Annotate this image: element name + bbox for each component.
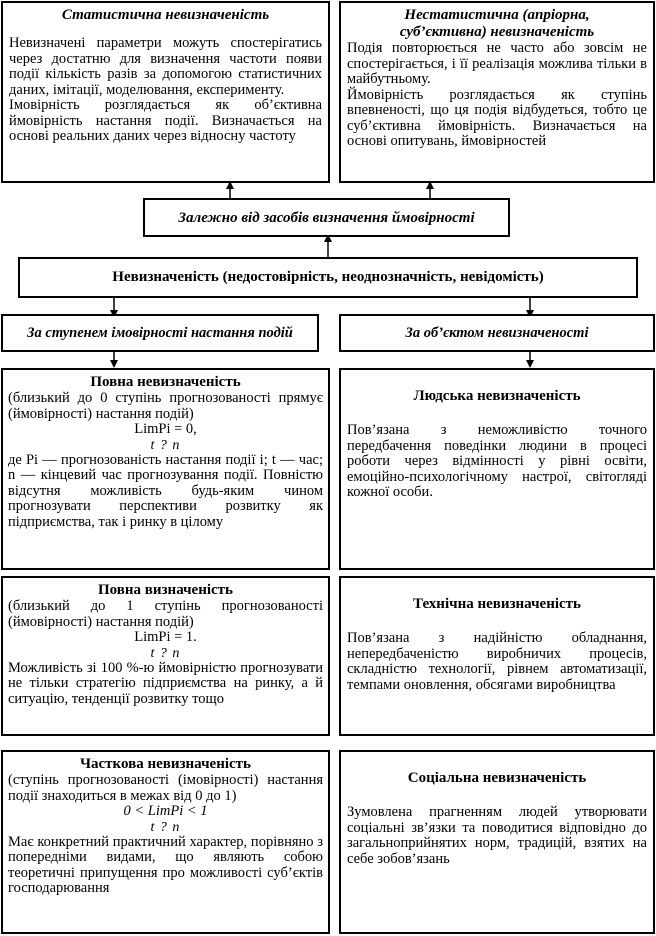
social-uncertainty-box xyxy=(339,750,655,934)
partial-uncertainty-limit: t ? n xyxy=(150,819,181,835)
statistical-uncertainty-text-1: Невизначені параметри можуть спостерігатись через достатню для визначення частоти появи події кількість разів за допомогою статистичних даних, імітації, моделювання, експерименту. xyxy=(9,35,322,98)
non-statistical-uncertainty-title-2: суб’єктивна) невизначеність xyxy=(399,24,595,40)
probability-branch-text: За ступенем імовірності настання подій xyxy=(27,325,293,341)
partial-uncertainty-body: Має конкретний практичний характер, порівняно з попередніми видами, що являють собою теоретичні припущення про можливості суб’єктів господарювання xyxy=(8,833,323,896)
partial-uncertainty-box xyxy=(1,750,330,934)
human-uncertainty-title: Людська невизначеність xyxy=(413,388,581,404)
full-uncertainty-box xyxy=(1,368,330,570)
technical-uncertainty-title: Технічна невизначеність xyxy=(413,596,581,612)
statistical-uncertainty-box xyxy=(1,1,330,183)
full-certainty-formula: LimPi = 1. xyxy=(134,629,197,645)
full-uncertainty-title: Повна невизначеність xyxy=(90,374,241,390)
technical-uncertainty-box xyxy=(339,576,655,736)
statistical-uncertainty-text-2: Імовірність розглядається як об’єктивна ймовірність настання події. Визначається на основі реальних даних через відносну частоту xyxy=(9,97,322,144)
determination-means-label xyxy=(143,198,510,237)
technical-uncertainty-body: Пов’язана з надійністю обладнання, непередбаченістю виробничих процесів, складністю технології, рівнем автоматизації, темпами оновлення, обсягами виробництва xyxy=(347,630,647,693)
uncertainty-root-text: Невизначеність (недостовірність, неоднозначність, невідомість) xyxy=(112,269,544,285)
partial-uncertainty-desc: (ступінь прогнозованості (імовірності) настання події знаходиться в межах від 0 до 1) xyxy=(8,772,323,804)
human-uncertainty-box xyxy=(339,368,655,570)
full-uncertainty-limit: t ? n xyxy=(150,437,181,453)
human-uncertainty-body: Пов’язана з неможливістю точного передбачення поведінки людини в процесі роботи через відмінності у рівні освіти, емоційно-психологічному настрої, світогляді кожної особи. xyxy=(347,422,647,500)
full-certainty-box xyxy=(1,576,330,736)
non-statistical-uncertainty-text-2: Ймовірність розглядається як ступінь впевненості, що ця подія відбудеться, тобто це суб’єктивна ймовірність. Визначається на основі опитувань, ймовірностей xyxy=(347,86,647,149)
non-statistical-uncertainty-text-1: Подія повторюється не часто або зовсім не спостерігається, і її реалізація можлива тільки в майбутньому. xyxy=(347,40,647,87)
partial-uncertainty-title: Часткова невизначеність xyxy=(80,756,251,772)
full-certainty-desc: (близький до 1 ступінь прогнозованості (ймовірності) настання подій) xyxy=(8,598,323,630)
full-certainty-limit: t ? n xyxy=(150,645,181,661)
non-statistical-uncertainty-box xyxy=(339,1,655,183)
full-uncertainty-body: де Pi — прогнозованість настання події i; t — час; n — кінцевий час прогнозування події. Повністю відсутня можливість будь-яким чином прогнозувати перспективи розвитку як підприємства, так і ринку в цілому xyxy=(8,451,323,530)
determination-means-label-text: Залежно від засобів визначення ймовірності xyxy=(178,210,475,226)
full-uncertainty-formula: LimPi = 0, xyxy=(134,421,197,437)
uncertainty-root-box xyxy=(18,257,638,298)
probability-branch-label xyxy=(1,314,319,352)
object-branch-label xyxy=(339,314,655,352)
full-certainty-body: Можливість зі 100 %-ю ймовірністю прогнозувати не тільки стратегію підприємства на ринку, а й ситуацію, тенденції розвитку тощо xyxy=(8,659,323,707)
statistical-uncertainty-title: Статистична невизначеність xyxy=(61,7,270,23)
partial-uncertainty-formula: 0 < LimPi < 1 xyxy=(123,803,208,819)
full-uncertainty-desc: (близький до 0 ступінь прогнозованості прямує (ймовірності) настання подій) xyxy=(8,390,323,422)
non-statistical-uncertainty-title-1: Нестатистична (апріорна, xyxy=(404,7,590,23)
object-branch-text: За об’єктом невизначеності xyxy=(405,325,589,341)
social-uncertainty-body: Зумовлена прагненням людей утворювати соціальні зв’язки та поводитися відповідно до загальноприйнятих норм, традицій, взятих на себе зобов’язань xyxy=(347,804,647,867)
social-uncertainty-title: Соціальна невизначеність xyxy=(407,770,587,786)
full-certainty-title: Повна визначеність xyxy=(98,582,233,598)
